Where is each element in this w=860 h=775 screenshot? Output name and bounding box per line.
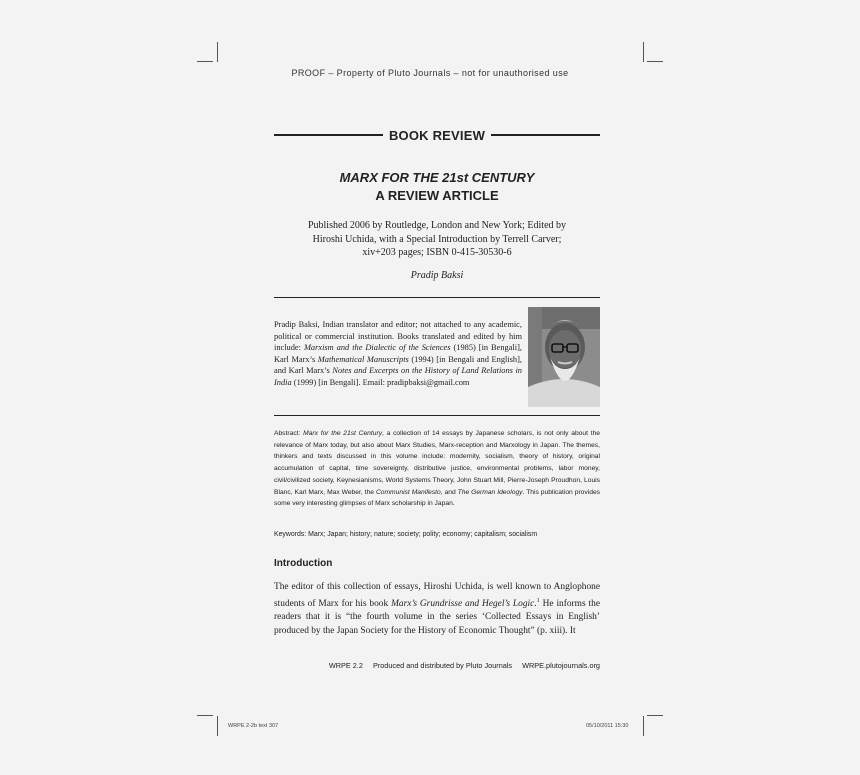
crop-mark xyxy=(643,42,644,62)
abstract-book-title: Communist Manifesto xyxy=(375,488,441,496)
article-subtitle: A REVIEW ARTICLE xyxy=(375,188,499,203)
body-text: He informs the readers that it is “the fourth volume in the series ‘Collected Essays in English’ produced by the Japan Society for the History of Economic Thought” (p. xiii). It xyxy=(274,598,601,636)
distribution-note: Produced and distributed by Pluto Journals xyxy=(372,661,513,670)
crop-mark xyxy=(197,715,213,716)
abstract-text: Abstract: xyxy=(274,430,304,437)
page-footer xyxy=(274,661,600,670)
introduction-heading: Introduction xyxy=(274,558,333,569)
publication-info xyxy=(290,219,584,260)
abstract xyxy=(274,428,600,510)
crop-mark xyxy=(217,42,218,62)
heading-rule-left xyxy=(274,134,383,135)
divider xyxy=(274,415,600,416)
author-portrait-image xyxy=(528,307,600,407)
bio-text: Pradip Baksi, Indian translator and editor; not attached to any academic, political or commercial institution. Books translated and edited by him include: xyxy=(274,320,522,352)
body-book-title: Marx’s Grundrisse and Hegel’s Logic xyxy=(391,598,535,609)
section-label: BOOK REVIEW xyxy=(388,127,486,143)
abstract-text: . This publication provides some very interesting glimpses of Marx scholarship in Japan. xyxy=(274,488,601,508)
publication-line: xiv+203 pages; ISBN 0-415-30530-6 xyxy=(362,247,512,258)
print-slug-file: WRPE 2-2b text 307 xyxy=(228,723,279,729)
journal-url[interactable]: WRPE.plutojournals.org xyxy=(522,661,600,670)
introduction-paragraph: The editor of this collection of essays, Hiroshi Uchida, is well known to Anglophone students of Marx for his book Marx’s Grundrisse and Hegel’s Logic.$^1$ He informs the readers that it is “the fourth volume in the series ‘Collected Essays in English’ produced by the Japan Society for the History of Economic Thought” (p. xiii). It xyxy=(274,582,601,636)
author-name: Pradip Baksi xyxy=(410,270,464,281)
body-text: The editor of this collection of essays, Hiroshi Uchida, is well known to Anglophone students of Marx for his book xyxy=(274,582,600,609)
abstract-text: , and xyxy=(440,488,458,496)
author-photo xyxy=(528,307,600,407)
divider xyxy=(274,297,600,298)
article-title: MARX FOR THE 21st CENTURY xyxy=(339,170,535,185)
proof-notice: PROOF – Property of Pluto Journals – not for unauthorised use xyxy=(291,68,569,78)
abstract-book-title: Marx for the 21st Century xyxy=(303,430,383,437)
abstract-text: , a collection of 14 essays by Japanese scholars, is not only about the relevance of Marx today, but also about Marx Studies, Marx-reception and Marxology in Japan. The themes, thinkers and texts discussed in this volume include: modernity, socialism, theory of history, original accumulation of capital, time sovereignty, distributive justice, environmental problems, labor money, civil/civilized society, Keynesianisms, World Systems Theory, John Stuart Mill, Pierre-Joseph Proudhon, Louis Blanc, Karl Marx, Max Weber, the xyxy=(274,430,601,496)
bio-book-title: Marxism and the Dialectic of the Sciences xyxy=(303,343,451,352)
bio-text: (1999) [in Bengali]. Email: pradipbaksi@gmail.com xyxy=(291,377,470,387)
heading-rule-right xyxy=(491,134,600,135)
author-bio xyxy=(274,319,522,388)
section-heading xyxy=(274,125,600,145)
crop-mark xyxy=(643,716,644,736)
abstract-book-title: The German Ideology xyxy=(457,488,523,496)
crop-mark xyxy=(647,61,663,62)
bio-text: (1994) [in Bengali and English], and Karl Marx’s xyxy=(274,354,522,375)
footnote-marker[interactable]: 1 xyxy=(536,597,540,604)
bio-book-title: Mathematical Manuscripts xyxy=(317,354,409,364)
publication-line: Hiroshi Uchida, with a Special Introduction by Terrell Carver; xyxy=(312,233,562,245)
crop-mark xyxy=(197,61,213,62)
bio-text: (1985) [in Bengali], Karl Marx’s xyxy=(274,343,522,364)
keywords: Keywords: Marx; Japan; history; nature; society; polity; economy; capitalism; socialism xyxy=(274,531,538,538)
bio-book-title: Notes and Excerpts on the History of Land Relations in India xyxy=(274,366,522,387)
print-slug-datetime: 05/10/2011 15:30 xyxy=(586,723,629,729)
crop-mark xyxy=(647,715,663,716)
publication-line: Published 2006 by Routledge, London and New York; Edited by xyxy=(307,220,567,231)
crop-mark xyxy=(217,716,218,736)
journal-issue: WRPE 2.2 xyxy=(328,661,363,670)
